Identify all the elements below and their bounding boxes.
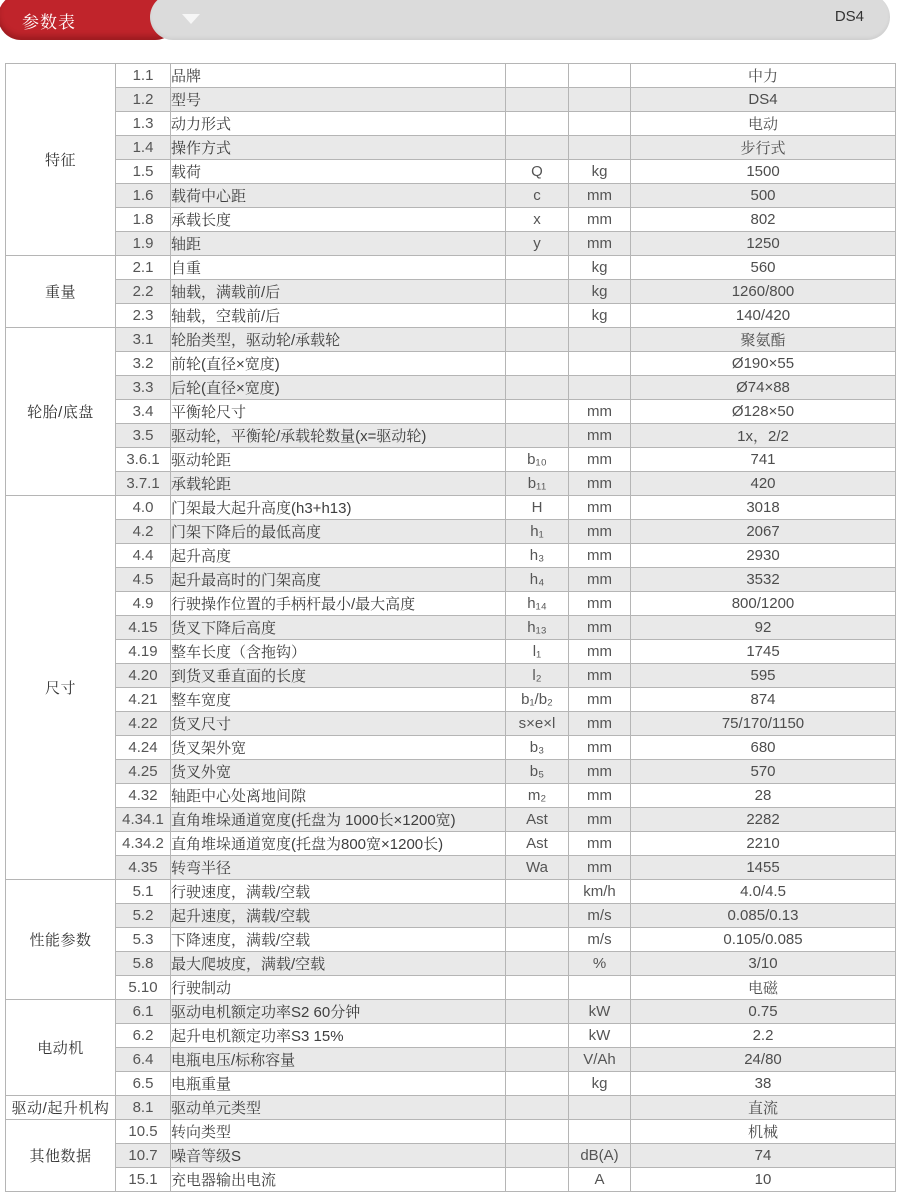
value-cell: 140/420 — [631, 304, 896, 328]
description-cell: 轴载，满载前/后 — [171, 280, 506, 304]
row-number-cell: 15.1 — [116, 1168, 171, 1192]
description-cell: 驱动单元类型 — [171, 1096, 506, 1120]
table-row — [6, 976, 896, 1000]
description-cell: 载荷中心距 — [171, 184, 506, 208]
table-row — [6, 880, 896, 904]
unit-cell: mm — [569, 208, 631, 232]
row-number-cell: 1.2 — [116, 88, 171, 112]
unit-cell — [569, 1096, 631, 1120]
table-row — [6, 112, 896, 136]
description-cell: 电瓶重量 — [171, 1072, 506, 1096]
table-row — [6, 136, 896, 160]
value-cell: 2282 — [631, 808, 896, 832]
unit-cell — [569, 136, 631, 160]
value-cell: 741 — [631, 448, 896, 472]
description-cell: 行驶速度，满载/空载 — [171, 880, 506, 904]
table-row — [6, 520, 896, 544]
row-number-cell: 4.19 — [116, 640, 171, 664]
value-cell: Ø128×50 — [631, 400, 896, 424]
row-number-cell: 4.20 — [116, 664, 171, 688]
spec-table — [5, 63, 896, 1192]
description-cell: 轴距 — [171, 232, 506, 256]
description-cell: 起升最高时的门架高度 — [171, 568, 506, 592]
unit-cell — [569, 376, 631, 400]
description-cell: 整车长度（含拖钩） — [171, 640, 506, 664]
unit-cell — [569, 976, 631, 1000]
symbol-cell — [506, 1024, 569, 1048]
table-row — [6, 328, 896, 352]
value-cell: 3/10 — [631, 952, 896, 976]
table-row — [6, 184, 896, 208]
row-number-cell: 10.5 — [116, 1120, 171, 1144]
symbol-cell — [506, 376, 569, 400]
description-cell: 货叉架外宽 — [171, 736, 506, 760]
table-row — [6, 88, 896, 112]
description-cell: 门架最大起升高度(h3+h13) — [171, 496, 506, 520]
description-cell: 承载轮距 — [171, 472, 506, 496]
value-cell: 4.0/4.5 — [631, 880, 896, 904]
unit-cell: mm — [569, 760, 631, 784]
unit-cell: mm — [569, 496, 631, 520]
unit-cell: mm — [569, 712, 631, 736]
category-cell: 性能参数 — [6, 880, 116, 1000]
symbol-cell — [506, 304, 569, 328]
symbol-cell — [506, 352, 569, 376]
symbol-cell: b₁₁ — [506, 472, 569, 496]
table-row — [6, 808, 896, 832]
table-row — [6, 1048, 896, 1072]
unit-cell: kW — [569, 1024, 631, 1048]
value-cell: 802 — [631, 208, 896, 232]
unit-cell: kg — [569, 304, 631, 328]
description-cell: 品牌 — [171, 64, 506, 88]
row-number-cell: 1.9 — [116, 232, 171, 256]
row-number-cell: 1.1 — [116, 64, 171, 88]
unit-cell — [569, 112, 631, 136]
unit-cell: mm — [569, 808, 631, 832]
description-cell: 直角堆垛通道宽度(托盘为800宽×1200长) — [171, 832, 506, 856]
description-cell: 操作方式 — [171, 136, 506, 160]
symbol-cell: x — [506, 208, 569, 232]
value-cell: 10 — [631, 1168, 896, 1192]
symbol-cell: H — [506, 496, 569, 520]
table-row — [6, 736, 896, 760]
value-cell: 3532 — [631, 568, 896, 592]
unit-cell: mm — [569, 616, 631, 640]
table-row — [6, 688, 896, 712]
unit-cell: dB(A) — [569, 1144, 631, 1168]
description-cell: 载荷 — [171, 160, 506, 184]
symbol-cell: h₄ — [506, 568, 569, 592]
unit-cell: % — [569, 952, 631, 976]
row-number-cell: 4.34.1 — [116, 808, 171, 832]
value-cell: 500 — [631, 184, 896, 208]
value-cell: 75/170/1150 — [631, 712, 896, 736]
table-row — [6, 640, 896, 664]
model-dropdown[interactable] — [150, 0, 890, 40]
table-row — [6, 1120, 896, 1144]
table-row — [6, 160, 896, 184]
value-cell: 0.75 — [631, 1000, 896, 1024]
symbol-cell — [506, 880, 569, 904]
category-cell: 驱动/起升机构 — [6, 1096, 116, 1120]
table-row — [6, 232, 896, 256]
row-number-cell: 6.1 — [116, 1000, 171, 1024]
value-cell: 560 — [631, 256, 896, 280]
symbol-cell — [506, 1144, 569, 1168]
symbol-cell — [506, 112, 569, 136]
symbol-cell — [506, 976, 569, 1000]
description-cell: 后轮(直径×宽度) — [171, 376, 506, 400]
unit-cell: kg — [569, 1072, 631, 1096]
value-cell: DS4 — [631, 88, 896, 112]
table-row — [6, 376, 896, 400]
value-cell: 机械 — [631, 1120, 896, 1144]
unit-cell: kg — [569, 160, 631, 184]
description-cell: 转弯半径 — [171, 856, 506, 880]
table-row — [6, 1168, 896, 1192]
table-row — [6, 64, 896, 88]
row-number-cell: 1.5 — [116, 160, 171, 184]
description-cell: 起升速度，满载/空载 — [171, 904, 506, 928]
row-number-cell: 2.3 — [116, 304, 171, 328]
symbol-cell: Q — [506, 160, 569, 184]
row-number-cell: 4.5 — [116, 568, 171, 592]
value-cell: 74 — [631, 1144, 896, 1168]
value-cell: 800/1200 — [631, 592, 896, 616]
unit-cell: mm — [569, 520, 631, 544]
description-cell: 自重 — [171, 256, 506, 280]
symbol-cell: b₃ — [506, 736, 569, 760]
table-row — [6, 616, 896, 640]
unit-cell: mm — [569, 592, 631, 616]
description-cell: 轮胎类型，驱动轮/承载轮 — [171, 328, 506, 352]
row-number-cell: 3.7.1 — [116, 472, 171, 496]
symbol-cell — [506, 1000, 569, 1024]
row-number-cell: 8.1 — [116, 1096, 171, 1120]
symbol-cell — [506, 424, 569, 448]
value-cell: 595 — [631, 664, 896, 688]
table-row — [6, 472, 896, 496]
symbol-cell — [506, 1168, 569, 1192]
table-row — [6, 856, 896, 880]
value-cell: 1250 — [631, 232, 896, 256]
row-number-cell: 1.6 — [116, 184, 171, 208]
symbol-cell — [506, 400, 569, 424]
table-row — [6, 568, 896, 592]
symbol-cell: h₁ — [506, 520, 569, 544]
value-cell: 中力 — [631, 64, 896, 88]
page-title: 参数表 — [22, 13, 76, 32]
row-number-cell: 4.24 — [116, 736, 171, 760]
table-row — [6, 400, 896, 424]
symbol-cell — [506, 64, 569, 88]
value-cell: Ø74×88 — [631, 376, 896, 400]
unit-cell: kg — [569, 280, 631, 304]
unit-cell: mm — [569, 568, 631, 592]
table-row — [6, 904, 896, 928]
symbol-cell — [506, 88, 569, 112]
row-number-cell: 4.35 — [116, 856, 171, 880]
symbol-cell — [506, 928, 569, 952]
unit-cell: mm — [569, 400, 631, 424]
symbol-cell — [506, 136, 569, 160]
description-cell: 充电器输出电流 — [171, 1168, 506, 1192]
value-cell: 1500 — [631, 160, 896, 184]
description-cell: 起升电机额定功率S3 15% — [171, 1024, 506, 1048]
symbol-cell: Wa — [506, 856, 569, 880]
category-cell: 特征 — [6, 64, 116, 256]
value-cell: 2210 — [631, 832, 896, 856]
description-cell: 到货叉垂直面的长度 — [171, 664, 506, 688]
symbol-cell: l₂ — [506, 664, 569, 688]
symbol-cell — [506, 1096, 569, 1120]
unit-cell: mm — [569, 184, 631, 208]
table-row — [6, 592, 896, 616]
category-cell: 尺寸 — [6, 496, 116, 880]
table-row — [6, 832, 896, 856]
value-cell: 1745 — [631, 640, 896, 664]
table-row — [6, 1096, 896, 1120]
value-cell: 570 — [631, 760, 896, 784]
row-number-cell: 3.2 — [116, 352, 171, 376]
row-number-cell: 5.2 — [116, 904, 171, 928]
row-number-cell: 4.21 — [116, 688, 171, 712]
unit-cell: A — [569, 1168, 631, 1192]
symbol-cell: c — [506, 184, 569, 208]
unit-cell: mm — [569, 664, 631, 688]
row-number-cell: 6.4 — [116, 1048, 171, 1072]
symbol-cell — [506, 256, 569, 280]
symbol-cell: Ast — [506, 832, 569, 856]
symbol-cell: h₁₃ — [506, 616, 569, 640]
value-cell: 3018 — [631, 496, 896, 520]
symbol-cell: y — [506, 232, 569, 256]
row-number-cell: 5.3 — [116, 928, 171, 952]
table-row — [6, 208, 896, 232]
row-number-cell: 4.25 — [116, 760, 171, 784]
category-cell: 电动机 — [6, 1000, 116, 1096]
description-cell: 下降速度，满载/空载 — [171, 928, 506, 952]
symbol-cell: l₁ — [506, 640, 569, 664]
table-row — [6, 448, 896, 472]
unit-cell: m/s — [569, 928, 631, 952]
row-number-cell: 3.6.1 — [116, 448, 171, 472]
description-cell: 行驶操作位置的手柄杆最小/最大高度 — [171, 592, 506, 616]
unit-cell: kg — [569, 256, 631, 280]
value-cell: 电磁 — [631, 976, 896, 1000]
description-cell: 前轮(直径×宽度) — [171, 352, 506, 376]
table-row — [6, 280, 896, 304]
description-cell: 行驶制动 — [171, 976, 506, 1000]
description-cell: 货叉下降后高度 — [171, 616, 506, 640]
description-cell: 驱动电机额定功率S2 60分钟 — [171, 1000, 506, 1024]
value-cell: 电动 — [631, 112, 896, 136]
table-row — [6, 952, 896, 976]
unit-cell: mm — [569, 784, 631, 808]
row-number-cell: 4.2 — [116, 520, 171, 544]
description-cell: 整车宽度 — [171, 688, 506, 712]
row-number-cell: 3.3 — [116, 376, 171, 400]
row-number-cell: 5.1 — [116, 880, 171, 904]
description-cell: 起升高度 — [171, 544, 506, 568]
row-number-cell: 4.22 — [116, 712, 171, 736]
table-row — [6, 1072, 896, 1096]
symbol-cell: m₂ — [506, 784, 569, 808]
symbol-cell: h₁₄ — [506, 592, 569, 616]
row-number-cell: 4.4 — [116, 544, 171, 568]
value-cell: 2067 — [631, 520, 896, 544]
unit-cell — [569, 64, 631, 88]
row-number-cell: 3.5 — [116, 424, 171, 448]
unit-cell: m/s — [569, 904, 631, 928]
unit-cell: mm — [569, 688, 631, 712]
value-cell: 1260/800 — [631, 280, 896, 304]
chevron-down-icon — [182, 14, 200, 24]
description-cell: 转向类型 — [171, 1120, 506, 1144]
table-row — [6, 1144, 896, 1168]
description-cell: 直角堆垛通道宽度(托盘为 1000长×1200宽) — [171, 808, 506, 832]
spec-table-container — [5, 63, 895, 1190]
description-cell: 电瓶电压/标称容量 — [171, 1048, 506, 1072]
description-cell: 轴距中心处离地间隙 — [171, 784, 506, 808]
unit-cell — [569, 328, 631, 352]
table-row — [6, 712, 896, 736]
value-cell: 1x，2/2 — [631, 424, 896, 448]
model-label: DS4 — [834, 8, 864, 25]
unit-cell: mm — [569, 856, 631, 880]
value-cell: 24/80 — [631, 1048, 896, 1072]
table-row — [6, 760, 896, 784]
unit-cell: V/Ah — [569, 1048, 631, 1072]
category-cell: 重量 — [6, 256, 116, 328]
description-cell: 平衡轮尺寸 — [171, 400, 506, 424]
symbol-cell — [506, 1120, 569, 1144]
page-header — [0, 0, 900, 44]
unit-cell: mm — [569, 424, 631, 448]
value-cell: 0.085/0.13 — [631, 904, 896, 928]
description-cell: 门架下降后的最低高度 — [171, 520, 506, 544]
symbol-cell — [506, 328, 569, 352]
row-number-cell: 3.4 — [116, 400, 171, 424]
unit-cell: mm — [569, 448, 631, 472]
symbol-cell: b₁₀ — [506, 448, 569, 472]
symbol-cell — [506, 952, 569, 976]
unit-cell: km/h — [569, 880, 631, 904]
row-number-cell: 1.8 — [116, 208, 171, 232]
value-cell: 38 — [631, 1072, 896, 1096]
table-row — [6, 496, 896, 520]
table-row — [6, 352, 896, 376]
table-row — [6, 256, 896, 280]
table-row — [6, 424, 896, 448]
description-cell: 最大爬坡度，满载/空载 — [171, 952, 506, 976]
value-cell: 步行式 — [631, 136, 896, 160]
unit-cell — [569, 352, 631, 376]
unit-cell: mm — [569, 736, 631, 760]
description-cell: 驱动轮距 — [171, 448, 506, 472]
description-cell: 动力形式 — [171, 112, 506, 136]
row-number-cell: 4.15 — [116, 616, 171, 640]
row-number-cell: 5.10 — [116, 976, 171, 1000]
value-cell: 28 — [631, 784, 896, 808]
description-cell: 驱动轮，平衡轮/承载轮数量(x=驱动轮) — [171, 424, 506, 448]
row-number-cell: 4.34.2 — [116, 832, 171, 856]
description-cell: 型号 — [171, 88, 506, 112]
description-cell: 货叉外宽 — [171, 760, 506, 784]
unit-cell — [569, 88, 631, 112]
table-row — [6, 1000, 896, 1024]
symbol-cell: b₅ — [506, 760, 569, 784]
unit-cell: mm — [569, 640, 631, 664]
row-number-cell: 10.7 — [116, 1144, 171, 1168]
symbol-cell — [506, 280, 569, 304]
symbol-cell — [506, 1048, 569, 1072]
row-number-cell: 5.8 — [116, 952, 171, 976]
value-cell: 2.2 — [631, 1024, 896, 1048]
row-number-cell: 1.4 — [116, 136, 171, 160]
unit-cell — [569, 1120, 631, 1144]
description-cell: 噪音等级S — [171, 1144, 506, 1168]
table-row — [6, 304, 896, 328]
symbol-cell: s×e×l — [506, 712, 569, 736]
value-cell: 680 — [631, 736, 896, 760]
unit-cell: mm — [569, 472, 631, 496]
value-cell: 420 — [631, 472, 896, 496]
table-row — [6, 664, 896, 688]
row-number-cell: 6.5 — [116, 1072, 171, 1096]
value-cell: 92 — [631, 616, 896, 640]
value-cell: 874 — [631, 688, 896, 712]
unit-cell: mm — [569, 232, 631, 256]
value-cell: 2930 — [631, 544, 896, 568]
description-cell: 货叉尺寸 — [171, 712, 506, 736]
description-cell: 承载长度 — [171, 208, 506, 232]
symbol-cell — [506, 1072, 569, 1096]
symbol-cell — [506, 904, 569, 928]
table-row — [6, 544, 896, 568]
row-number-cell: 4.0 — [116, 496, 171, 520]
symbol-cell: b₁/b₂ — [506, 688, 569, 712]
unit-cell: mm — [569, 832, 631, 856]
category-cell: 轮胎/底盘 — [6, 328, 116, 496]
table-row — [6, 784, 896, 808]
row-number-cell: 4.32 — [116, 784, 171, 808]
row-number-cell: 3.1 — [116, 328, 171, 352]
unit-cell: kW — [569, 1000, 631, 1024]
table-row — [6, 1024, 896, 1048]
unit-cell: mm — [569, 544, 631, 568]
row-number-cell: 6.2 — [116, 1024, 171, 1048]
spec-table-body — [6, 64, 896, 1192]
description-cell: 轴载，空载前/后 — [171, 304, 506, 328]
value-cell: 1455 — [631, 856, 896, 880]
table-row — [6, 928, 896, 952]
value-cell: 聚氨酯 — [631, 328, 896, 352]
value-cell: 直流 — [631, 1096, 896, 1120]
symbol-cell: Ast — [506, 808, 569, 832]
symbol-cell: h₃ — [506, 544, 569, 568]
row-number-cell: 4.9 — [116, 592, 171, 616]
value-cell: 0.105/0.085 — [631, 928, 896, 952]
category-cell: 其他数据 — [6, 1120, 116, 1192]
value-cell: Ø190×55 — [631, 352, 896, 376]
row-number-cell: 1.3 — [116, 112, 171, 136]
row-number-cell: 2.1 — [116, 256, 171, 280]
row-number-cell: 2.2 — [116, 280, 171, 304]
